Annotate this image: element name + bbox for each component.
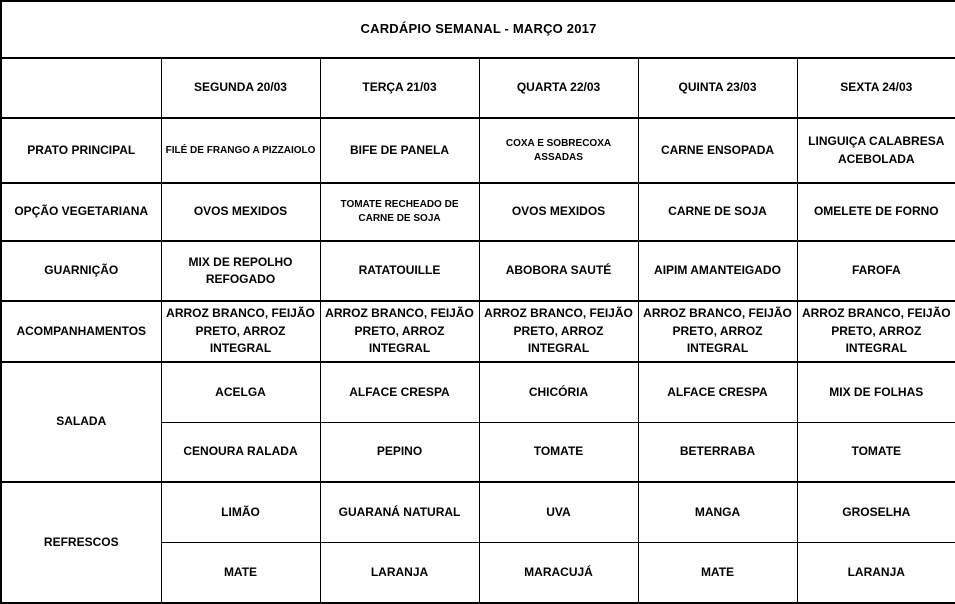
menu-cell: RATATOUILLE: [320, 241, 479, 301]
menu-cell: AIPIM AMANTEIGADO: [638, 241, 797, 301]
menu-cell: ACELGA: [161, 362, 320, 422]
menu-cell: ARROZ BRANCO, FEIJÃO PRETO, ARROZ INTEGRAL: [797, 301, 955, 362]
menu-cell: OVOS MEXIDOS: [479, 183, 638, 241]
menu-cell: ABOBORA SAUTÉ: [479, 241, 638, 301]
row-label-guarnicao: GUARNIÇÃO: [1, 241, 161, 301]
menu-cell: CENOURA RALADA: [161, 422, 320, 482]
menu-cell: LARANJA: [320, 542, 479, 603]
menu-cell: FILÉ DE FRANGO A PIZZAIOLO: [161, 118, 320, 183]
menu-cell: ARROZ BRANCO, FEIJÃO PRETO, ARROZ INTEGRAL: [320, 301, 479, 362]
row-label-acompanhamentos: ACOMPANHAMENTOS: [1, 301, 161, 362]
menu-cell: TOMATE: [797, 422, 955, 482]
menu-cell: OVOS MEXIDOS: [161, 183, 320, 241]
row-label-salada: SALADA: [1, 362, 161, 482]
menu-cell: LARANJA: [797, 542, 955, 603]
menu-cell: BETERRABA: [638, 422, 797, 482]
menu-cell: MARACUJÁ: [479, 542, 638, 603]
menu-cell: ALFACE CRESPA: [638, 362, 797, 422]
column-header-segunda: SEGUNDA 20/03: [161, 58, 320, 118]
menu-cell: LINGUIÇA CALABRESA ACEBOLADA: [797, 118, 955, 183]
menu-cell: OMELETE DE FORNO: [797, 183, 955, 241]
menu-cell: CHICÓRIA: [479, 362, 638, 422]
menu-cell: LIMÃO: [161, 482, 320, 542]
menu-cell: ARROZ BRANCO, FEIJÃO PRETO, ARROZ INTEGRAL: [161, 301, 320, 362]
menu-cell: GROSELHA: [797, 482, 955, 542]
menu-cell: MATE: [161, 542, 320, 603]
menu-cell: MANGA: [638, 482, 797, 542]
row-label-prato-principal: PRATO PRINCIPAL: [1, 118, 161, 183]
menu-cell: ARROZ BRANCO, FEIJÃO PRETO, ARROZ INTEGRAL: [479, 301, 638, 362]
menu-cell: COXA E SOBRECOXA ASSADAS: [479, 118, 638, 183]
menu-cell: TOMATE RECHEADO DE CARNE DE SOJA: [320, 183, 479, 241]
corner-cell: [1, 58, 161, 118]
menu-cell: TOMATE: [479, 422, 638, 482]
menu-cell: BIFE DE PANELA: [320, 118, 479, 183]
menu-cell: CARNE ENSOPADA: [638, 118, 797, 183]
menu-cell: PEPINO: [320, 422, 479, 482]
column-header-terca: TERÇA 21/03: [320, 58, 479, 118]
menu-cell: ALFACE CRESPA: [320, 362, 479, 422]
menu-cell: FAROFA: [797, 241, 955, 301]
column-header-quinta: QUINTA 23/03: [638, 58, 797, 118]
column-header-sexta: SEXTA 24/03: [797, 58, 955, 118]
menu-cell: CARNE DE SOJA: [638, 183, 797, 241]
menu-title: CARDÁPIO SEMANAL - MARÇO 2017: [1, 1, 955, 58]
menu-cell: MIX DE REPOLHO REFOGADO: [161, 241, 320, 301]
menu-cell: MIX DE FOLHAS: [797, 362, 955, 422]
menu-cell: ARROZ BRANCO, FEIJÃO PRETO, ARROZ INTEGRAL: [638, 301, 797, 362]
menu-cell: UVA: [479, 482, 638, 542]
menu-cell: GUARANÁ NATURAL: [320, 482, 479, 542]
menu-cell: MATE: [638, 542, 797, 603]
row-label-opcao-vegetariana: OPÇÃO VEGETARIANA: [1, 183, 161, 241]
row-label-refrescos: REFRESCOS: [1, 482, 161, 603]
column-header-quarta: QUARTA 22/03: [479, 58, 638, 118]
